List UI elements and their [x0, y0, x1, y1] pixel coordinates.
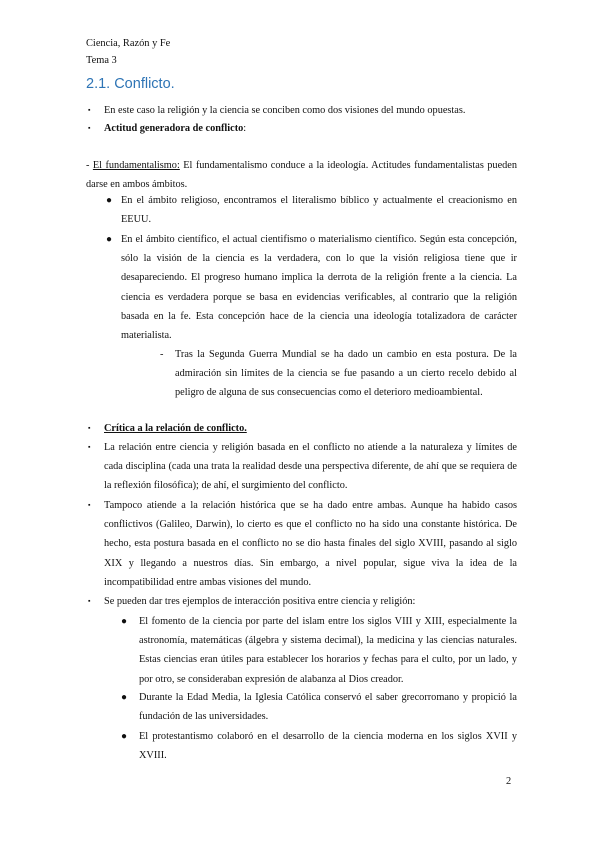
fundamentalism-paragraph: - El fundamentalismo: El fundamentalismo conduce a la ideología. Actitudes fundamentalistas pueden darse en ambos ámbitos. [86, 160, 518, 191]
scientific-ambit-item: En el ámbito científico, el actual cientifismo o materialismo científico. Según esta concepción, sólo la visión de la ciencia es la verdadera, con lo que la visión religiosa tiene que ir desapareciendo. El progreso humano implica la derrota de la religión frente a la ciencia. La ciencia es verdadera porque se basa en evidencias verificables, al contrario que la religión basada en la fe. Esta concepción hace de la ciencia una ideología totalizadora de carácter materialista. [121, 234, 517, 342]
critique-paragraph-3: Se pueden dar tres ejemplos de interacción positiva entre ciencia y religión: [104, 596, 416, 607]
page-number: 2 [506, 776, 512, 787]
square-bullet-icon: ▪ [88, 424, 91, 432]
round-bullet-icon: ● [121, 692, 128, 703]
square-bullet-icon: ▪ [88, 443, 91, 451]
critique-heading: Crítica a la relación de conflicto. [104, 423, 247, 434]
square-bullet-icon: ▪ [88, 124, 91, 132]
example-middle-ages: Durante la Edad Media, la Iglesia Católica conservó el saber grecorromano y propició la fundación de las universidades. [139, 692, 517, 723]
ww2-change-item: Tras la Segunda Guerra Mundial se ha dado un cambio en esta postura. De la admiración sin límites de la ciencia se fue pasando a un cierto recelo debido al peligro de alguna de sus consecuencias como el deterioro medioambiental. [175, 349, 517, 399]
round-bullet-icon: ● [121, 616, 128, 627]
intro-bullet-1: En este caso la religión y la ciencia se conciben como dos visiones del mundo opuestas. [104, 105, 466, 116]
religious-ambit-item: En el ámbito religioso, encontramos el literalismo bíblico y actualmente el creacionismo en EEUU. [121, 195, 517, 226]
critique-paragraph-2: Tampoco atiende a la relación histórica que se ha dado entre ambas. Aunque ha habido casos conflictivos (Galileo, Darwin), lo cierto es que el conflicto no ha sido una constante histórica. De hecho, esta postura basada en el conflicto no se dio hasta finales del siglo XVIII, pasando al siglo XIX y llegando a nuestros días. Sin embargo, a nivel popular, sigue viva la idea de la incompatibilidad entre ambas visiones del mundo. [104, 500, 517, 588]
critique-paragraph-1: La relación entre ciencia y religión basada en el conflicto no atiende a la naturaleza y límites de cada disciplina (cada una trata la realidad desde una perspectiva diferente, de ahí que se requiera de la reflexión filosófica); de ahí, el surgimiento del conflicto. [104, 442, 517, 492]
example-protestantism: El protestantismo colaboró en el desarrollo de la ciencia moderna en los siglos XVII y XVIII. [139, 731, 517, 762]
dash-bullet-icon: - [160, 349, 164, 360]
example-islam: El fomento de la ciencia por parte del islam entre los siglos VIII y XIII, especialmente la astronomía, matemáticas (álgebra y sistema decimal), la medicina y las ciencias naturales. Estas ciencias eran útiles para establecer los horarios y fechas para el culto, por un lado, y por otro, se consideraban expresión de alabanza al Dios creador. [139, 616, 517, 685]
conflict-attitude-heading: Actitud generadora de conflicto [104, 123, 244, 134]
round-bullet-icon: ● [106, 234, 113, 245]
section-title: 2.1. Conflicto. [86, 76, 175, 92]
round-bullet-icon: ● [121, 731, 128, 742]
square-bullet-icon: ▪ [88, 501, 91, 509]
intro-bullet-2: Actitud generadora de conflicto: [104, 123, 247, 134]
square-bullet-icon: ▪ [88, 597, 91, 605]
header-topic: Tema 3 [86, 55, 117, 66]
header-course: Ciencia, Razón y Fe [86, 38, 171, 49]
fundamentalism-label: El fundamentalismo: [92, 160, 180, 171]
square-bullet-icon: ▪ [88, 106, 91, 114]
round-bullet-icon: ● [106, 195, 113, 206]
